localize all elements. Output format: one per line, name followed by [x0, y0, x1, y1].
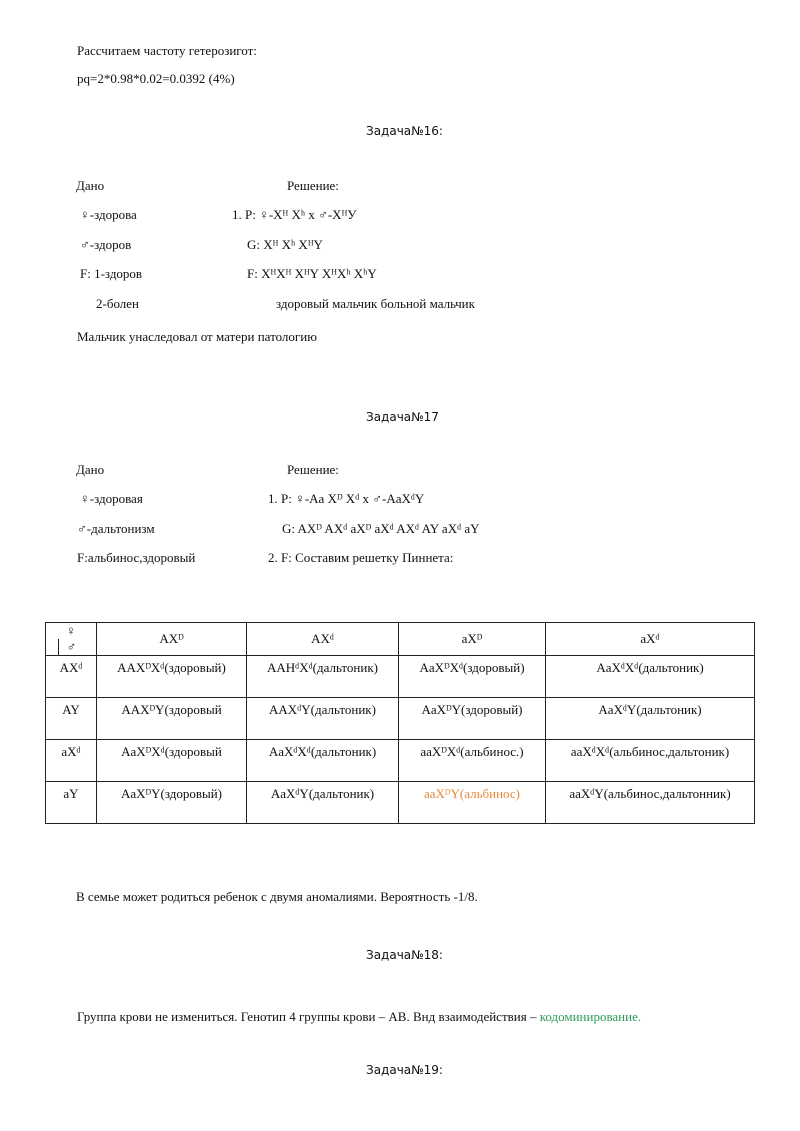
punnett-header-row [46, 623, 755, 656]
column-header: AXᵈ [247, 623, 399, 656]
task16-female-healthy: ♀-здорова [80, 207, 137, 222]
table-cell: AaXᴰXᵈ(здоровый) [399, 656, 546, 698]
task17-offspring-line: 2. F: Составим решетку Пиннета: [268, 550, 454, 565]
intro-line-1: Рассчитаем частоту гетерозигот: [77, 43, 257, 58]
table-row [46, 698, 755, 740]
row-header: AY [46, 698, 97, 740]
column-header: AXᴰ [97, 623, 247, 656]
task17-solution-label: Решение: [287, 462, 339, 477]
table-cell: AaXᵈXᵈ(дальтоник) [247, 740, 399, 782]
task16-gametes-line: G: Xᴴ Xʰ XᴴY [247, 237, 323, 252]
task17-female: ♀-здоровая [80, 491, 143, 506]
table-cell: AAXᴰXᵈ(здоровый) [97, 656, 247, 698]
task17-male: ♂-дальтонизм [77, 521, 155, 536]
table-cell: AAXᴰY(здоровый [97, 698, 247, 740]
task16-offspring-line: F: XᴴXᴴ XᴴY XᴴXʰ XʰY [247, 266, 377, 281]
table-cell: AaXᵈXᵈ(дальтоник) [546, 656, 755, 698]
table-cell: AaXᴰY(здоровый) [399, 698, 546, 740]
task17-gametes-line: G: AXᴰ AXᵈ aXᴰ aXᵈ AXᵈ AY aXᵈ aY [282, 521, 480, 536]
table-cell-highlighted: aaXᴰY(альбинос) [399, 782, 546, 824]
male-symbol: ♂ [58, 639, 84, 655]
table-row [46, 782, 755, 824]
task19-title: Задача№19: [366, 1063, 443, 1077]
table-cell: aaXᵈXᵈ(альбинос,дальтоник) [546, 740, 755, 782]
task16-solution-label: Решение: [287, 178, 339, 193]
task17-parents-line: 1. P: ♀-Aa Xᴰ Xᵈ x ♂-AaXᵈY [268, 491, 425, 506]
task16-male-healthy: ♂-здоров [80, 237, 132, 252]
task18-highlight: кодоминирование. [539, 1009, 642, 1024]
table-cell: AaXᴰY(здоровый) [97, 782, 247, 824]
row-header: aXᵈ [46, 740, 97, 782]
table-cell: AaXᵈY(дальтоник) [546, 698, 755, 740]
task16-f1-healthy: F: 1-здоров [80, 266, 143, 281]
punnett-square [45, 622, 755, 824]
intro-line-2: pq=2*0.98*0.02=0.0392 (4%) [77, 71, 235, 86]
task18-text [77, 1009, 641, 1025]
task17-title: Задача№17 [366, 410, 439, 424]
task18-body: Группа крови не измениться. Генотип 4 группы крови – АВ. Внд взаимодействия – [77, 1009, 540, 1024]
task16-title: Задача№16: [366, 124, 443, 138]
table-cell: AAHᵈXᵈ(дальтоник) [247, 656, 399, 698]
table-cell: aaXᵈY(альбинос,дальтонник) [546, 782, 755, 824]
task17-result: F:альбинос,здоровый [77, 550, 196, 565]
task16-parents-line: 1. P: ♀-Xᴴ Xʰ x ♂-XᴴУ [232, 207, 357, 222]
table-row [46, 740, 755, 782]
task16-conclusion: Мальчик унаследовал от матери патологию [77, 329, 317, 344]
column-header: aXᵈ [546, 623, 755, 656]
task17-given-label: Дано [76, 462, 105, 477]
table-cell: aaXᴰXᵈ(альбинос.) [399, 740, 546, 782]
task16-outcome: здоровый мальчик больной мальчик [276, 296, 475, 311]
task16-given-label: Дано [76, 178, 105, 193]
table-row [46, 656, 755, 698]
table-cell: AaXᵈY(дальтоник) [247, 782, 399, 824]
table-cell: AaXᴰXᵈ(здоровый [97, 740, 247, 782]
punnett-corner [46, 623, 97, 656]
task17-conclusion: В семье может родиться ребенок с двумя аномалиями. Вероятность -1/8. [76, 889, 478, 904]
row-header: AXᵈ [46, 656, 97, 698]
table-cell: AAXᵈY(дальтоник) [247, 698, 399, 740]
task16-f2-sick: 2-болен [96, 296, 139, 311]
row-header: aY [46, 782, 97, 824]
column-header: aXᴰ [399, 623, 546, 656]
female-symbol: ♀ [66, 623, 76, 638]
task18-title: Задача№18: [366, 948, 443, 962]
